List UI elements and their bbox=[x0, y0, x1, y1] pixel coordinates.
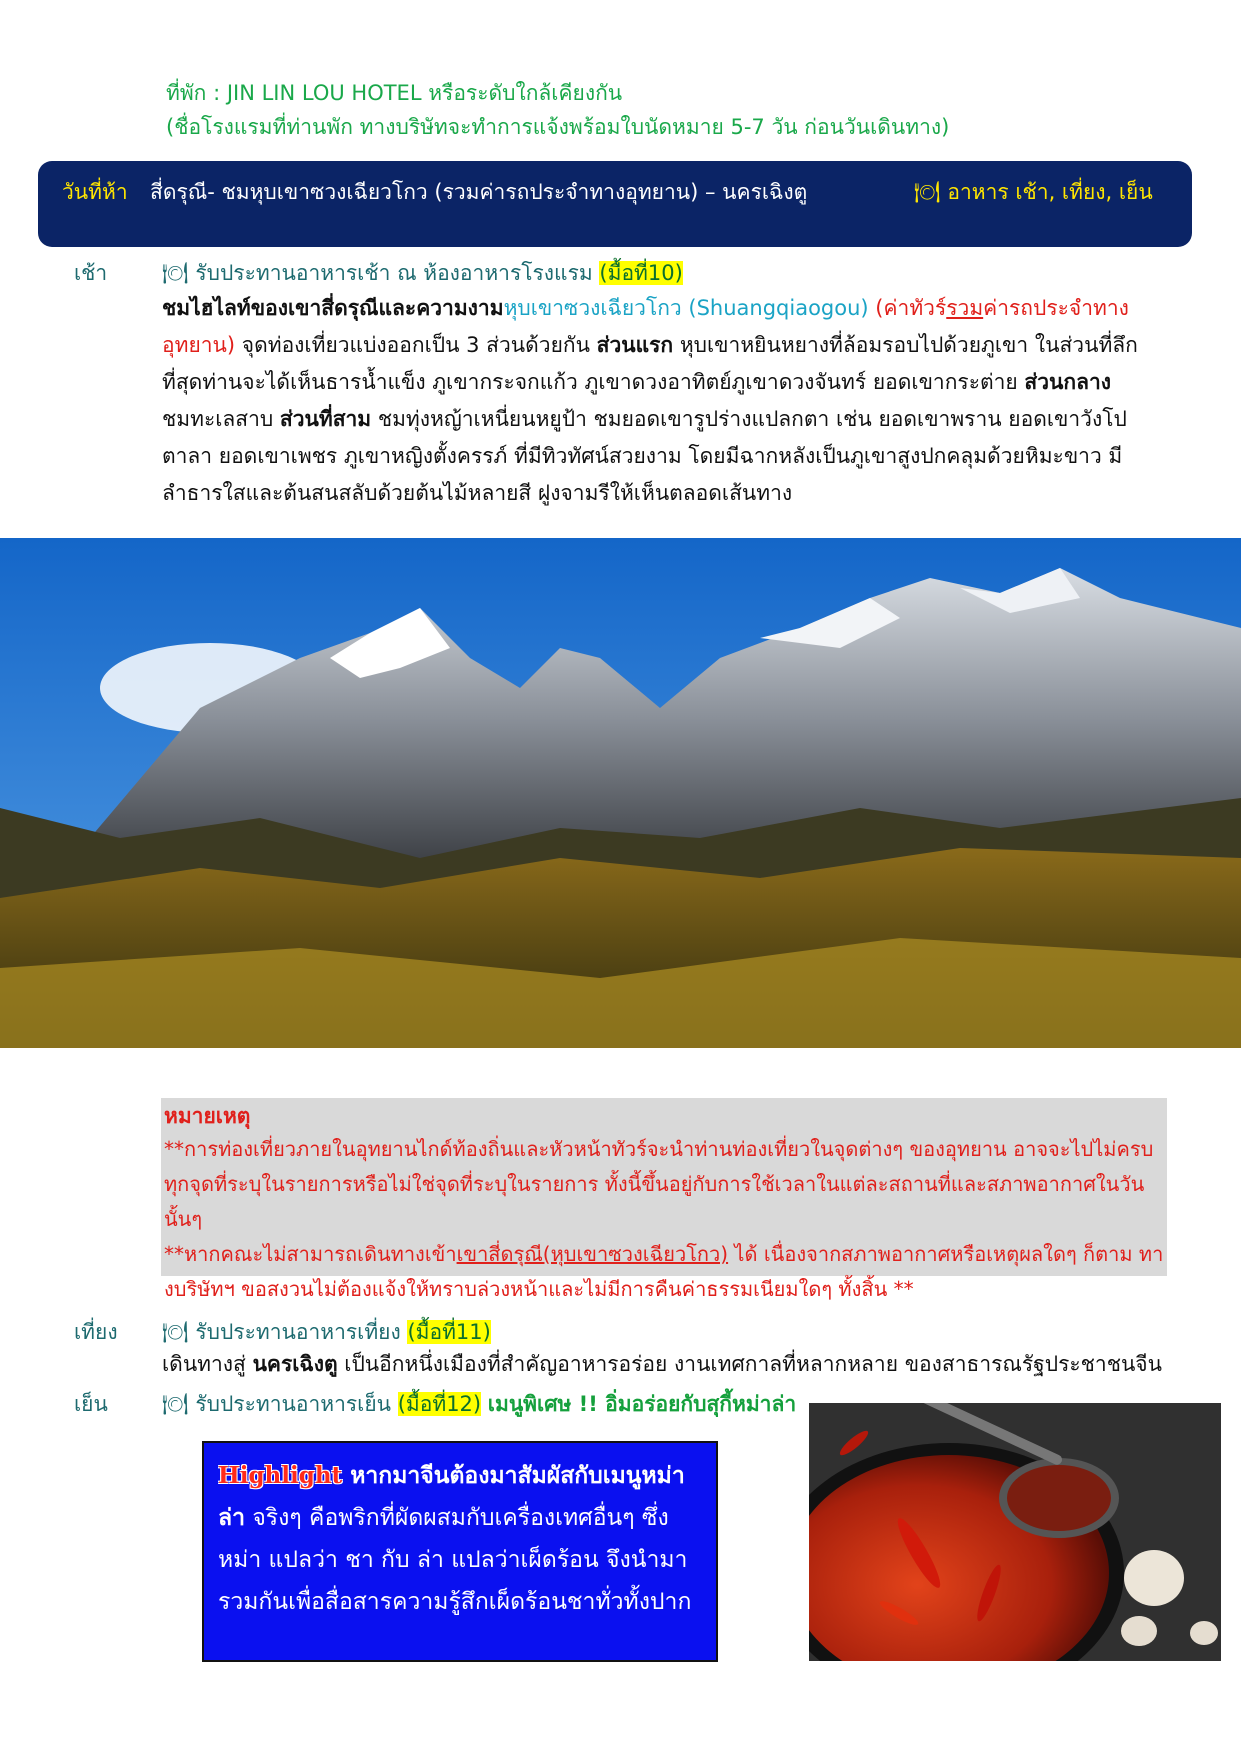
lunch-desc-c: เป็นอีกหนึ่งเมืองที่สำคัญอาหารอร่อย งานเทศกาลที่หลากหลาย ของสาธารณรัฐประชาชนจีน bbox=[337, 1352, 1162, 1376]
desc-price-note-a: (ค่าทัวร์ bbox=[868, 296, 947, 320]
note-line-2 bbox=[164, 1237, 1164, 1307]
lunch-line bbox=[162, 1316, 491, 1349]
note-line-2b: ได้ เนื่องจากสภาพอากาศหรือเหตุผลใดๆ ก็ตาม ทางบริษัทฯ ขอสงวนไม่ต้องแจ้งให้ทราบล่วงหน้าและไม่มีการคืนค่าธรรมเนียมใดๆ ทั้งสิ้น ** bbox=[164, 1242, 1164, 1301]
desc-valley-name: หุบเขาซวงเฉียวโกว (Shuangqiaogou) bbox=[503, 296, 869, 320]
highlight-text bbox=[218, 1455, 702, 1623]
note-text bbox=[164, 1132, 1164, 1307]
lunch-desc-city: นครเฉิงตู bbox=[252, 1352, 338, 1376]
dinner-time: เย็น bbox=[74, 1392, 108, 1416]
lunch-desc-a: เดินทางสู่ bbox=[162, 1352, 253, 1376]
desc-price-note-b: ค่ารถประจำทางอุทยาน) bbox=[162, 296, 1129, 357]
desc-part-1: ส่วนแรก bbox=[596, 333, 674, 357]
highlight-text-1: หากมาจีนต้องมาสัมผัสกับเมนูหม่า bbox=[342, 1463, 685, 1489]
breakfast-text: รับประทานอาหารเช้า ณ ห้องอาหารโรงแรม bbox=[195, 261, 593, 285]
day-route: สี่ดรุณี- ชมหุบเขาซวงเฉียวโกว (รวมค่ารถประจำทางอุทยาน) – นครเฉิงตู bbox=[150, 180, 808, 204]
day-description bbox=[162, 290, 1138, 512]
hotel-line-2: (ชื่อโรงแรมที่ท่านพัก ทางบริษัทจะทำการแจ้งพร้อมใบนัดหมาย 5-7 วัน ก่อนวันเดินทาง) bbox=[166, 115, 950, 139]
note-line-1: **การท่องเที่ยวภายในอุทยานไกด์ท้องถิ่นและหัวหน้าทัวร์จะนำท่านท่องเที่ยวในจุดต่างๆ ของอุทยาน อาจจะไปไม่ครบทุกจุดที่ระบุในรายการหรือไม่ใช่จุดที่ระบุในรายการ ทั้งนี้ขึ้นอยู่กับการใช้เวลาในแต่ละสถานที่และสภาพอากาศในวันนั้นๆ bbox=[164, 1137, 1154, 1231]
lunch-text: รับประทานอาหารเที่ยง bbox=[195, 1320, 401, 1344]
lunch-description bbox=[162, 1346, 1192, 1383]
lunch-time: เที่ยง bbox=[74, 1320, 118, 1344]
dinner-special: เมนูพิเศษ !! อิ่มอร่อยกับสุกี้หม่าล่า bbox=[487, 1392, 797, 1416]
plate-icon: 🍽 bbox=[162, 261, 189, 285]
breakfast-line bbox=[162, 257, 683, 290]
dinner-text: รับประทานอาหารเย็น bbox=[195, 1392, 392, 1416]
mountain-photo bbox=[0, 538, 1241, 1048]
highlight-text-2: จริงๆ คือพริกที่ผัดผสมกับเครื่องเทศอื่นๆ ซึ่ง หม่า แปลว่า ชา กับ ล่า แปลว่าเผ็ดร้อน จึงนำมารวมกันเพื่อสื่อสารความรู้สึกเผ็ดร้อนชาทั่วทั้งปาก bbox=[218, 1505, 692, 1615]
plate-icon: 🍽 bbox=[162, 1320, 189, 1344]
note-line-2a: **หากคณะไม่สามารถเดินทางเข้า bbox=[164, 1242, 457, 1266]
desc-text-2: หุบเขาหยินหยางที่ล้อมรอบไปด้วยภูเขา ในส่วนที่ลึกที่สุดท่านจะได้เห็นธารน้ำแข็ง ภูเขากระจกแก้ว ภูเขาดวงอาทิตย์ภูเขาดวงจันทร์ ยอดเขากระต่าย bbox=[162, 333, 1138, 394]
plate-icon: 🍽 bbox=[914, 180, 941, 204]
plate-icon: 🍽 bbox=[162, 1392, 189, 1416]
dinner-meal-no: (มื้อที่12) bbox=[397, 1392, 482, 1416]
day-meals-text: อาหาร เช้า, เที่ยง, เย็น bbox=[947, 180, 1153, 204]
hotel-info bbox=[166, 76, 949, 144]
highlight-word: Highlight bbox=[218, 1462, 343, 1489]
desc-text-1: จุดท่องเที่ยวแบ่งออกเป็น 3 ส่วนด้วยกัน bbox=[235, 333, 597, 357]
day-label: วันที่ห้า bbox=[62, 180, 128, 204]
day-meals bbox=[914, 176, 1153, 209]
desc-bold-intro: ชมไฮไลท์ของเขาสี่ดรุณีและความงาม bbox=[162, 296, 504, 320]
hotel-line-1: ที่พัก : JIN LIN LOU HOTEL หรือระดับใกล้เคียงกัน bbox=[166, 81, 623, 105]
breakfast-meal-no: (มื้อที่10) bbox=[599, 261, 683, 285]
note-line-2-underlined: เขาสี่ดรุณี(หุบเขาซวงเฉียวโกว) bbox=[456, 1242, 729, 1266]
mala-food-photo bbox=[809, 1403, 1221, 1661]
desc-part-2: ส่วนกลาง bbox=[1024, 370, 1112, 394]
lunch-meal-no: (มื้อที่11) bbox=[407, 1320, 491, 1344]
dinner-line bbox=[162, 1388, 796, 1421]
desc-price-note-included: รวม bbox=[946, 296, 984, 320]
desc-text-4: ชมทุ่งหญ้าเหนี่ยนหยูป้า ชมยอดเขารูปร่างแปลกตา เช่น ยอดเขาพราน ยอดเขาวังโปตาลา ยอดเขาเพชร ภูเขาหญิงตั้งครรภ์ ที่มีทิวทัศน์สวยงาม โดยมีฉากหลังเป็นภูเขาสูงปกคลุมด้วยหิมะขาว มีลำธารใสและต้นสนสลับด้วยต้นไม้หลายสี ฝูงจามรีให้เห็นตลอดเส้นทาง bbox=[162, 407, 1127, 505]
note-title: หมายเหตุ bbox=[164, 1104, 251, 1128]
breakfast-time: เช้า bbox=[74, 261, 108, 285]
highlight-bold-la: ล่า bbox=[218, 1505, 246, 1531]
desc-text-3: ชมทะเลสาบ bbox=[162, 407, 280, 431]
desc-part-3: ส่วนที่สาม bbox=[279, 407, 372, 431]
